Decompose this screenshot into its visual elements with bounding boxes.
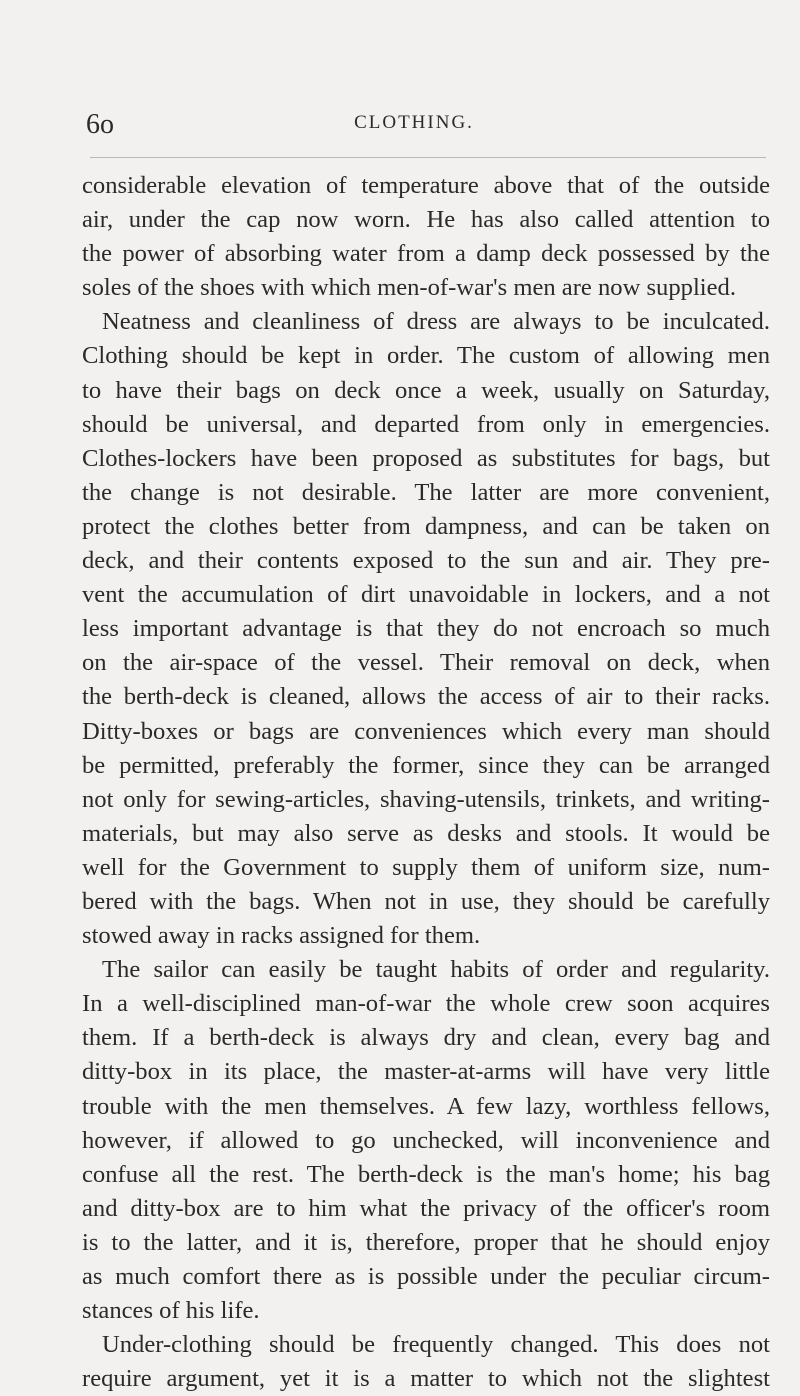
text-line: is to the latter, and it is, therefore, proper that he should enjoy	[82, 1228, 770, 1256]
text-line: considerable elevation of temperature above that of the outside	[82, 172, 770, 199]
text-line: In a well-disciplined man-of-war the whole crew soon acquires	[82, 990, 770, 1018]
text-line: ditty-box in its place, the master-at-arms will have very little	[82, 1058, 770, 1086]
text-line: soles of the shoes with which men-of-war's men are now supplied.	[82, 274, 736, 302]
text-line: bered with the bags. When not in use, they should be carefully	[82, 887, 770, 915]
text-line: less important advantage is that they do not encroach so much	[82, 615, 770, 643]
text-line: trouble with the men themselves. A few lazy, worthless fellows,	[82, 1092, 770, 1120]
text-line: however, if allowed to go unchecked, will inconvenience and	[82, 1126, 770, 1154]
text-line: stowed away in racks assigned for them.	[82, 922, 481, 950]
text-line: air, under the cap now worn. He has also called attention to	[82, 206, 770, 234]
text-line: stances of his life.	[82, 1297, 260, 1325]
text-line: the power of absorbing water from a damp deck possessed by the	[82, 240, 770, 268]
body-text	[82, 169, 770, 1396]
text-line: the change is not desirable. The latter are more convenient,	[82, 478, 770, 506]
text-line: Under-clothing should be frequently changed. This does not	[102, 1331, 770, 1359]
header-rule	[90, 157, 766, 158]
text-line: Clothes-lockers have been proposed as substitutes for bags, but	[82, 444, 770, 472]
text-line: on the air-space of the vessel. Their removal on deck, when	[82, 649, 770, 677]
text-line: to have their bags on deck once a week, usually on Saturday,	[82, 376, 770, 404]
text-line: The sailor can easily be taught habits of order and regularity.	[102, 956, 770, 984]
text-line: Neatness and cleanliness of dress are always to be inculcated.	[102, 308, 770, 336]
page-number: 6o	[86, 109, 114, 140]
text-line: materials, but may also serve as desks and stools. It would be	[82, 819, 770, 847]
text-line: not only for sewing-articles, shaving-utensils, trinkets, and writing-	[82, 785, 770, 813]
text-line: confuse all the rest. The berth-deck is the man's home; his bag	[82, 1160, 770, 1188]
text-line: be permitted, preferably the former, since they can be arranged	[82, 751, 770, 779]
text-line: them. If a berth-deck is always dry and clean, every bag and	[82, 1024, 770, 1052]
text-line: well for the Government to supply them of uniform size, num-	[82, 853, 770, 881]
text-line: should be universal, and departed from only in emergencies.	[82, 410, 770, 438]
text-line: Ditty-boxes or bags are conveniences which every man should	[82, 717, 770, 745]
text-line: as much comfort there as is possible under the peculiar circum-	[82, 1263, 770, 1290]
text-line: require argument, yet it is a matter to which not the slightest	[82, 1365, 770, 1393]
text-line: the berth-deck is cleaned, allows the access of air to their racks.	[82, 683, 770, 711]
text-line: deck, and their contents exposed to the sun and air. They pre-	[82, 547, 770, 575]
text-line: Clothing should be kept in order. The custom of allowing men	[82, 342, 770, 370]
running-head: CLOTHING.	[354, 112, 474, 133]
text-line: protect the clothes better from dampness, and can be taken on	[82, 512, 770, 540]
text-line: vent the accumulation of dirt unavoidable in lockers, and a not	[82, 581, 770, 609]
text-line: and ditty-box are to him what the privacy of the officer's room	[82, 1194, 770, 1222]
